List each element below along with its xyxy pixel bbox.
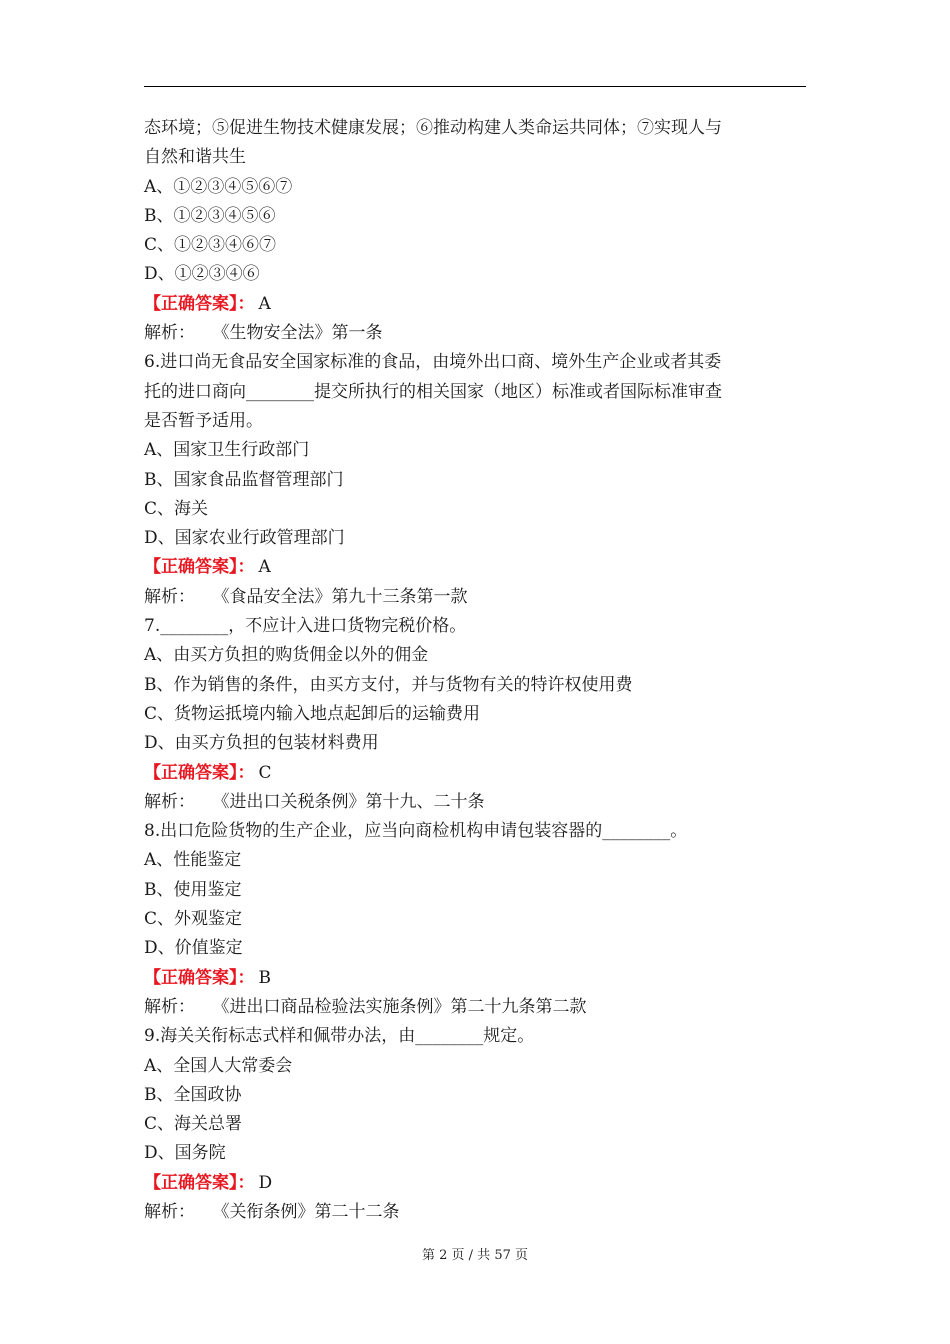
explanation-line [144, 993, 806, 1022]
answer-value: D [258, 1172, 273, 1193]
document-body [144, 114, 806, 1227]
answer-label: 【正确答案】： [144, 557, 255, 578]
option-d: D、价值鉴定 [144, 938, 243, 959]
explanation-line [144, 1198, 806, 1227]
option-a: A、①②③④⑤⑥⑦ [144, 176, 293, 197]
option-b: B、①②③④⑤⑥ [144, 205, 276, 226]
explanation-label: 解析： [144, 996, 195, 1017]
answer-line [144, 553, 806, 582]
answer-line [144, 759, 806, 788]
explanation-text: 《进出口关税条例》第十九、二十条 [221, 791, 485, 812]
option-d: D、①②③④⑥ [144, 264, 260, 285]
option-c: C、货物运抵境内输入地点起卸后的运输费用 [144, 703, 481, 724]
answer-line [144, 1169, 806, 1198]
explanation-label: 解析： [144, 791, 195, 812]
option-a: A、性能鉴定 [144, 850, 242, 871]
question-9 [144, 1022, 806, 1227]
question-text: 9.海关关衔标志式样和佩带办法，由________规定。 [144, 1026, 535, 1047]
question-6 [144, 348, 806, 612]
question-7 [144, 612, 806, 817]
option-c: C、①②③④⑥⑦ [144, 235, 277, 256]
option-d: D、国务院 [144, 1143, 226, 1164]
explanation-line [144, 319, 806, 348]
question-text: 是否暂予适用。 [144, 410, 263, 431]
answer-label: 【正确答案】： [144, 762, 255, 783]
question-5 [144, 173, 806, 349]
explanation-text: 《关衔条例》第二十二条 [221, 1201, 400, 1222]
question-text: 8.出口危险货物的生产企业，应当向商检机构申请包装容器的________。 [144, 821, 688, 842]
explanation-text: 《生物安全法》第一条 [221, 323, 383, 344]
question-text: 托的进口商向________提交所执行的相关国家（地区）标准或者国际标准审查 [144, 381, 722, 402]
intro-line: 态环境；⑤促进生物技术健康发展；⑥推动构建人类命运共同体；⑦实现人与 [144, 118, 722, 138]
answer-label: 【正确答案】： [144, 967, 255, 988]
option-a: A、全国人大常委会 [144, 1055, 293, 1076]
answer-value: B [258, 967, 271, 988]
question-text: 6.进口尚无食品安全国家标准的食品，由境外出口商、境外生产企业或者其委 [144, 352, 722, 373]
page-footer: 第 2 页 / 共 57 页 [422, 1248, 528, 1263]
option-d: D、由买方负担的包装材料费用 [144, 733, 379, 754]
option-b: B、国家食品监督管理部门 [144, 469, 344, 490]
explanation-text: 《进出口商品检验法实施条例》第二十九条第二款 [221, 996, 587, 1017]
answer-value: C [258, 762, 272, 783]
option-a: A、由买方负担的购货佣金以外的佣金 [144, 645, 429, 666]
option-c: C、海关 [144, 498, 209, 519]
explanation-label: 解析： [144, 1201, 195, 1222]
explanation-line [144, 583, 806, 612]
option-c: C、外观鉴定 [144, 909, 243, 930]
option-a: A、国家卫生行政部门 [144, 440, 310, 461]
option-b: B、全国政协 [144, 1084, 242, 1105]
option-c: C、海关总署 [144, 1114, 243, 1135]
explanation-label: 解析： [144, 323, 195, 344]
option-b: B、作为销售的条件，由买方支付，并与货物有关的特许权使用费 [144, 674, 633, 695]
answer-value: A [258, 557, 271, 578]
answer-line [144, 290, 806, 319]
question-text: 7.________，不应计入进口货物完税价格。 [144, 616, 467, 637]
answer-label: 【正确答案】： [144, 1172, 255, 1193]
intro-line: 自然和谐共生 [144, 147, 246, 168]
question-8 [144, 817, 806, 1022]
option-b: B、使用鉴定 [144, 879, 242, 900]
header-rule [144, 86, 806, 87]
answer-value: A [258, 293, 271, 314]
answer-line [144, 964, 806, 993]
option-d: D、国家农业行政管理部门 [144, 528, 345, 549]
explanation-line [144, 788, 806, 817]
explanation-label: 解析： [144, 586, 195, 607]
answer-label: 【正确答案】： [144, 293, 255, 314]
explanation-text: 《食品安全法》第九十三条第一款 [221, 586, 468, 607]
